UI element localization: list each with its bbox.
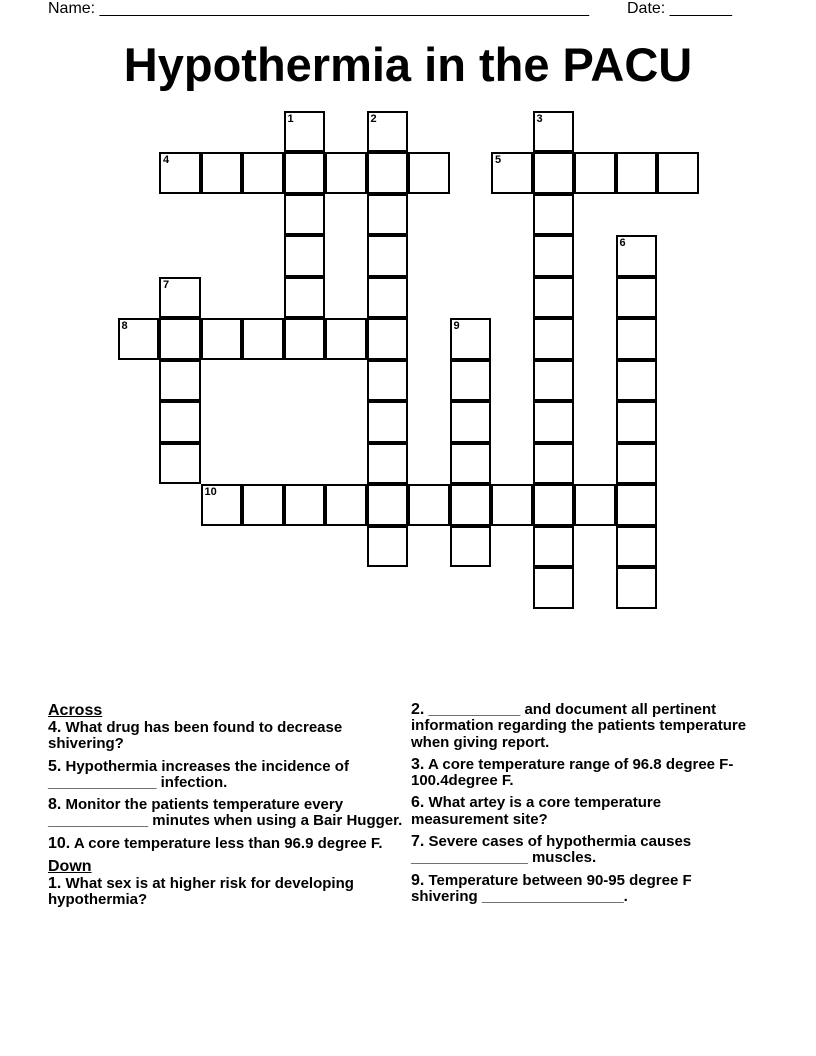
crossword-cell[interactable]	[616, 318, 658, 360]
clue-down-7	[411, 834, 759, 867]
crossword-cell[interactable]	[408, 152, 450, 194]
crossword-cell[interactable]	[284, 111, 326, 153]
crossword-cell[interactable]	[616, 443, 658, 485]
cell-number: 5	[495, 154, 502, 166]
clues-left-column	[48, 702, 404, 915]
crossword-cell[interactable]	[616, 401, 658, 443]
crossword-cell[interactable]	[533, 484, 575, 526]
crossword-cell[interactable]	[491, 484, 533, 526]
crossword-cell[interactable]	[450, 360, 492, 402]
crossword-cell[interactable]	[533, 277, 575, 319]
clue-number: 8.	[48, 796, 62, 814]
page-title: Hypothermia in the PACU	[123, 38, 693, 91]
crossword-cell[interactable]	[367, 111, 409, 153]
clue-across-4	[48, 720, 404, 753]
crossword-cell[interactable]	[450, 484, 492, 526]
crossword-cell[interactable]	[408, 484, 450, 526]
crossword-cell[interactable]	[367, 484, 409, 526]
crossword-cell[interactable]	[533, 526, 575, 568]
crossword-cell[interactable]	[367, 194, 409, 236]
down-heading: Down	[48, 858, 92, 876]
clue-text: What artey is a core temperature measurement site?	[411, 794, 662, 828]
crossword-cell[interactable]	[450, 526, 492, 568]
crossword-cell[interactable]	[450, 318, 492, 360]
crossword-cell[interactable]	[574, 152, 616, 194]
crossword-cell[interactable]	[616, 235, 658, 277]
crossword-cell[interactable]	[367, 401, 409, 443]
clue-number: 7.	[411, 833, 425, 851]
clue-number: 6.	[411, 794, 425, 812]
clue-number: 2.	[411, 701, 425, 718]
clue-down-6	[411, 795, 759, 828]
crossword-cell[interactable]	[284, 318, 326, 360]
crossword-cell[interactable]	[367, 235, 409, 277]
clue-down-1	[48, 876, 404, 909]
crossword-cell[interactable]	[533, 443, 575, 485]
clues-right-column	[411, 702, 759, 911]
crossword-cell[interactable]	[284, 484, 326, 526]
clue-number: 3.	[411, 755, 425, 773]
name-field-label: Name: _______________________________________________________	[48, 0, 589, 17]
crossword-cell[interactable]	[159, 360, 201, 402]
crossword-cell[interactable]	[325, 318, 367, 360]
crossword-cell[interactable]	[533, 318, 575, 360]
clue-text: A core temperature range of 96.8 degree F-100.4degree F.	[411, 755, 734, 790]
cell-number: 10	[204, 486, 217, 498]
crossword-cell[interactable]	[367, 360, 409, 402]
crossword-cell[interactable]	[533, 235, 575, 277]
clue-down-3	[411, 757, 759, 790]
crossword-cell[interactable]	[533, 111, 575, 153]
crossword-cell[interactable]	[533, 360, 575, 402]
clue-text: Hypothermia increases the incidence of _____________ infection.	[48, 757, 349, 791]
crossword-cell[interactable]	[367, 318, 409, 360]
crossword-cell[interactable]	[159, 318, 201, 360]
crossword-cell[interactable]	[367, 152, 409, 194]
crossword-cell[interactable]	[284, 277, 326, 319]
crossword-cell[interactable]	[616, 567, 658, 609]
across-heading: Across	[48, 702, 103, 719]
cell-number: 7	[163, 278, 170, 291]
clue-number: 9.	[411, 871, 425, 889]
clue-across-10	[48, 836, 404, 852]
crossword-cell[interactable]	[533, 194, 575, 236]
crossword-cell[interactable]	[242, 484, 284, 526]
crossword-cell[interactable]	[325, 152, 367, 194]
clue-text: What drug has been found to decrease shivering?	[48, 719, 343, 753]
crossword-cell[interactable]	[657, 152, 699, 194]
clue-down-9	[411, 873, 759, 906]
clue-text: Severe cases of hypothermia causes ______________ muscles.	[411, 833, 692, 867]
crossword-cell[interactable]	[574, 484, 616, 526]
crossword-cell[interactable]	[367, 526, 409, 568]
crossword-cell[interactable]	[616, 526, 658, 568]
crossword-cell[interactable]	[284, 152, 326, 194]
crossword-cell[interactable]	[284, 235, 326, 277]
crossword-cell[interactable]	[201, 152, 243, 194]
crossword-cell[interactable]	[616, 484, 658, 526]
clue-down-2	[411, 702, 759, 751]
crossword-cell[interactable]	[118, 318, 160, 360]
crossword-cell[interactable]	[616, 152, 658, 194]
cell-number: 6	[619, 237, 626, 249]
crossword-cell[interactable]	[242, 318, 284, 360]
crossword-cell[interactable]	[159, 443, 201, 485]
clue-across-8	[48, 797, 404, 830]
cell-number: 8	[121, 320, 128, 332]
clue-text: A core temperature less than 96.9 degree F.	[70, 834, 383, 852]
clue-number: 5.	[48, 757, 62, 775]
clue-number: 10.	[48, 834, 71, 852]
clue-text: Monitor the patients temperature every ____________ minutes when using a Bair Hugger.	[48, 796, 403, 830]
crossword-cell[interactable]	[367, 443, 409, 485]
clue-number: 1.	[48, 875, 62, 893]
clue-text: What sex is at higher risk for developing hypothermia?	[48, 875, 354, 909]
clue-text: ___________ and document all pertinent information regarding the patients temperature when giving report.	[411, 701, 747, 751]
crossword-cell[interactable]	[159, 401, 201, 443]
crossword-cell[interactable]	[325, 484, 367, 526]
crossword-cell[interactable]	[159, 277, 201, 319]
cell-number: 9	[453, 320, 460, 332]
crossword-cell[interactable]	[533, 152, 575, 194]
crossword-cell[interactable]	[616, 360, 658, 402]
crossword-cell[interactable]	[533, 567, 575, 609]
crossword-cell[interactable]	[533, 401, 575, 443]
crossword-cell[interactable]	[450, 443, 492, 485]
crossword-cell[interactable]	[201, 484, 243, 526]
crossword-cell[interactable]	[367, 277, 409, 319]
cell-number: 4	[163, 154, 170, 166]
clue-across-5	[48, 759, 404, 792]
crossword-cell[interactable]	[450, 401, 492, 443]
crossword-cell[interactable]	[201, 318, 243, 360]
clue-text: Temperature between 90-95 degree F shivering _________________.	[411, 871, 692, 905]
crossword-cell[interactable]	[616, 277, 658, 319]
cell-number: 1	[287, 112, 294, 125]
date-field-label: Date: _______	[627, 0, 732, 17]
crossword-cell[interactable]	[159, 152, 201, 194]
clue-number: 4.	[48, 719, 62, 736]
crossword-cell[interactable]	[491, 152, 533, 194]
crossword-cell[interactable]	[284, 194, 326, 236]
cell-number: 2	[370, 112, 377, 125]
crossword-cell[interactable]	[242, 152, 284, 194]
cell-number: 3	[536, 112, 543, 125]
